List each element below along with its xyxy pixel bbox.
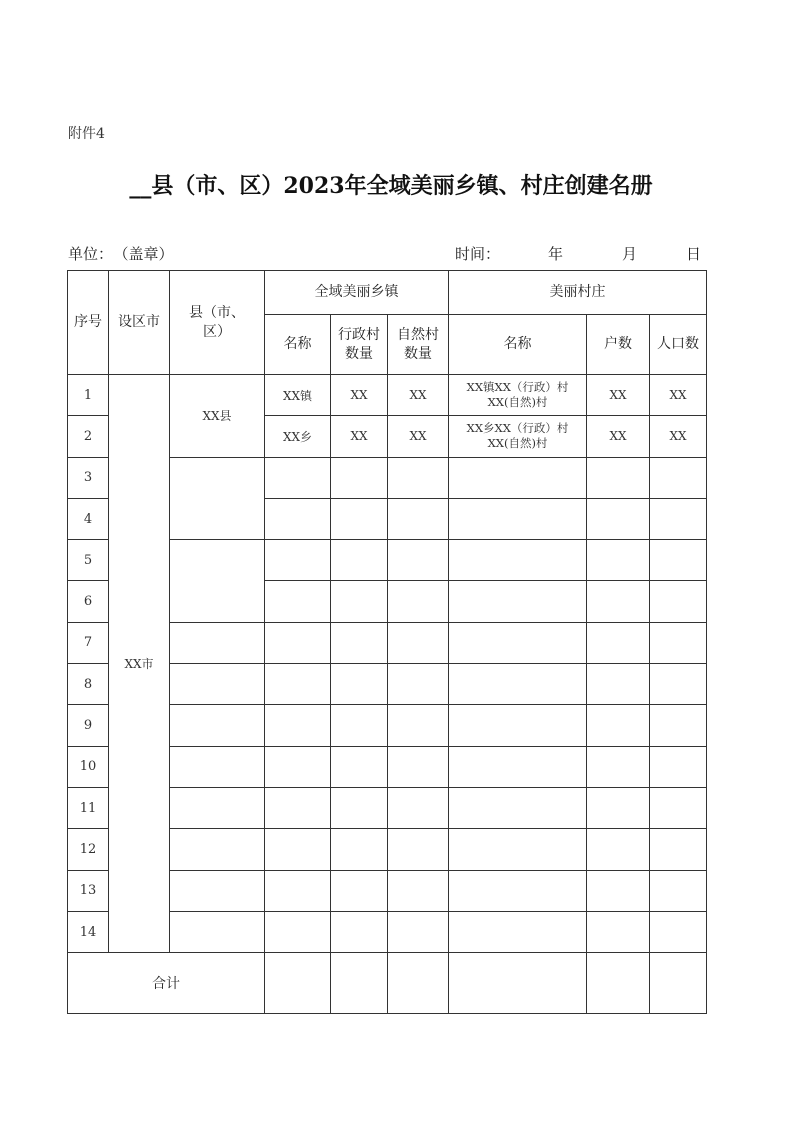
town-name-cell: [265, 457, 331, 498]
city-cell: XX市: [109, 375, 170, 953]
county-cell: [170, 829, 265, 870]
households-cell: [587, 787, 650, 828]
households-cell: [587, 540, 650, 581]
households-cell: [587, 498, 650, 539]
row-no: 12: [68, 829, 109, 870]
seal-note: （盖章）: [121, 245, 174, 263]
town-name-cell: XX镇: [265, 375, 331, 416]
natural-village-count-cell: XX: [388, 375, 449, 416]
village-name-cell: [449, 416, 587, 457]
admin-village-count-cell: [331, 457, 388, 498]
households-cell: [587, 829, 650, 870]
row-no: 9: [68, 705, 109, 746]
natural-village-count-cell: [388, 498, 449, 539]
population-cell: [650, 664, 707, 705]
header-no: 序号: [68, 271, 109, 375]
village-name-cell: [449, 705, 587, 746]
county-cell: [170, 540, 265, 623]
total-town-name-cell: [265, 953, 331, 1014]
village-name-cell: [449, 911, 587, 952]
admin-village-count-cell: [331, 622, 388, 663]
population-cell: [650, 498, 707, 539]
admin-village-count-cell: [331, 829, 388, 870]
natural-village-count-cell: [388, 540, 449, 581]
population-cell: [650, 540, 707, 581]
households-cell: [587, 664, 650, 705]
header-town-group: 全域美丽乡镇: [265, 271, 449, 315]
admin-village-count-cell: [331, 787, 388, 828]
population-cell: [650, 870, 707, 911]
natural-village-count-cell: [388, 787, 449, 828]
header-city: 设区市: [109, 271, 170, 375]
town-name-cell: [265, 705, 331, 746]
admin-village-count-cell: [331, 540, 388, 581]
date-day: 日: [686, 245, 702, 263]
total-admin-village-count-cell: [331, 953, 388, 1014]
population-cell: [650, 581, 707, 622]
row-no: 2: [68, 416, 109, 457]
admin-village-count-cell: [331, 664, 388, 705]
header-county: 县（市、区）: [170, 271, 265, 375]
row-no: 8: [68, 664, 109, 705]
row-no: 13: [68, 870, 109, 911]
population-cell: [650, 622, 707, 663]
village-name-line-1: XX镇XX（行政）村: [466, 379, 569, 394]
village-name-cell: [449, 581, 587, 622]
row-no: 6: [68, 581, 109, 622]
population-cell: [650, 746, 707, 787]
row-no: 14: [68, 911, 109, 952]
header-admin-village-count: 行政村数量: [331, 315, 388, 375]
households-cell: [587, 622, 650, 663]
town-name-cell: XX乡: [265, 416, 331, 457]
village-name-line-1: XX乡XX（行政）村: [466, 420, 569, 435]
county-cell: [170, 911, 265, 952]
population-cell: [650, 911, 707, 952]
county-cell: [170, 746, 265, 787]
total-label: 合计: [68, 953, 265, 1014]
row-no: 10: [68, 746, 109, 787]
admin-village-count-cell: [331, 581, 388, 622]
town-name-cell: [265, 664, 331, 705]
row-no: 7: [68, 622, 109, 663]
header-town-name: 名称: [265, 315, 331, 375]
total-population-cell: [650, 953, 707, 1014]
natural-village-count-cell: [388, 664, 449, 705]
village-name-cell: [449, 375, 587, 416]
households-cell: XX: [587, 375, 650, 416]
population-cell: XX: [650, 375, 707, 416]
county-cell: [170, 457, 265, 540]
natural-village-count-cell: XX: [388, 416, 449, 457]
row-no: 3: [68, 457, 109, 498]
town-name-cell: [265, 870, 331, 911]
admin-village-count-cell: [331, 498, 388, 539]
natural-village-count-cell: [388, 581, 449, 622]
village-name-cell: [449, 787, 587, 828]
total-households-cell: [587, 953, 650, 1014]
natural-village-count-cell: [388, 746, 449, 787]
village-name-cell: [449, 829, 587, 870]
row-no: 1: [68, 375, 109, 416]
admin-village-count-cell: [331, 911, 388, 952]
town-name-cell: [265, 911, 331, 952]
village-name-line-2: XX(自然)村: [487, 436, 548, 451]
header-households: 户数: [587, 315, 650, 375]
natural-village-count-cell: [388, 457, 449, 498]
households-cell: [587, 705, 650, 746]
village-name-cell: [449, 540, 587, 581]
village-name-line-2: XX(自然)村: [487, 395, 548, 410]
town-name-cell: [265, 498, 331, 539]
total-row: [68, 953, 707, 1014]
natural-village-count-cell: [388, 622, 449, 663]
admin-village-count-cell: XX: [331, 416, 388, 457]
admin-village-count-cell: [331, 746, 388, 787]
village-name-cell: [449, 664, 587, 705]
households-cell: XX: [587, 416, 650, 457]
county-cell: XX县: [170, 375, 265, 458]
attachment-label: 附件4: [68, 126, 105, 142]
header-population: 人口数: [650, 315, 707, 375]
village-name-cell: [449, 870, 587, 911]
village-name-cell: [449, 622, 587, 663]
date-year: 年: [548, 245, 564, 263]
registry-table: [67, 270, 707, 1014]
county-cell: [170, 870, 265, 911]
village-name-cell: [449, 746, 587, 787]
county-cell: [170, 787, 265, 828]
population-cell: [650, 787, 707, 828]
date-month: 月: [622, 245, 638, 263]
village-name-cell: [449, 457, 587, 498]
households-cell: [587, 870, 650, 911]
table-row: [68, 375, 707, 416]
admin-village-count-cell: [331, 705, 388, 746]
row-no: 5: [68, 540, 109, 581]
town-name-cell: [265, 746, 331, 787]
total-village-name-cell: [449, 953, 587, 1014]
town-name-cell: [265, 622, 331, 663]
natural-village-count-cell: [388, 705, 449, 746]
town-name-cell: [265, 540, 331, 581]
natural-village-count-cell: [388, 870, 449, 911]
admin-village-count-cell: [331, 870, 388, 911]
total-natural-village-count-cell: [388, 953, 449, 1014]
unit-line: [68, 243, 174, 264]
header-village-group: 美丽村庄: [449, 271, 707, 315]
households-cell: [587, 911, 650, 952]
households-cell: [587, 581, 650, 622]
households-cell: [587, 457, 650, 498]
town-name-cell: [265, 787, 331, 828]
population-cell: [650, 829, 707, 870]
natural-village-count-cell: [388, 829, 449, 870]
county-cell: [170, 622, 265, 663]
header-village-name: 名称: [449, 315, 587, 375]
document-title: __县（市、区）2023年全域美丽乡镇、村庄创建名册: [129, 173, 653, 199]
population-cell: [650, 457, 707, 498]
county-cell: [170, 705, 265, 746]
row-no: 11: [68, 787, 109, 828]
unit-label: 单位：: [68, 245, 114, 263]
date-label: 时间：: [455, 245, 501, 263]
population-cell: [650, 705, 707, 746]
population-cell: XX: [650, 416, 707, 457]
village-name-cell: [449, 498, 587, 539]
header-natural-village-count: 自然村数量: [388, 315, 449, 375]
town-name-cell: [265, 829, 331, 870]
row-no: 4: [68, 498, 109, 539]
households-cell: [587, 746, 650, 787]
county-cell: [170, 664, 265, 705]
natural-village-count-cell: [388, 911, 449, 952]
town-name-cell: [265, 581, 331, 622]
header-row-1: [68, 271, 707, 315]
admin-village-count-cell: XX: [331, 375, 388, 416]
